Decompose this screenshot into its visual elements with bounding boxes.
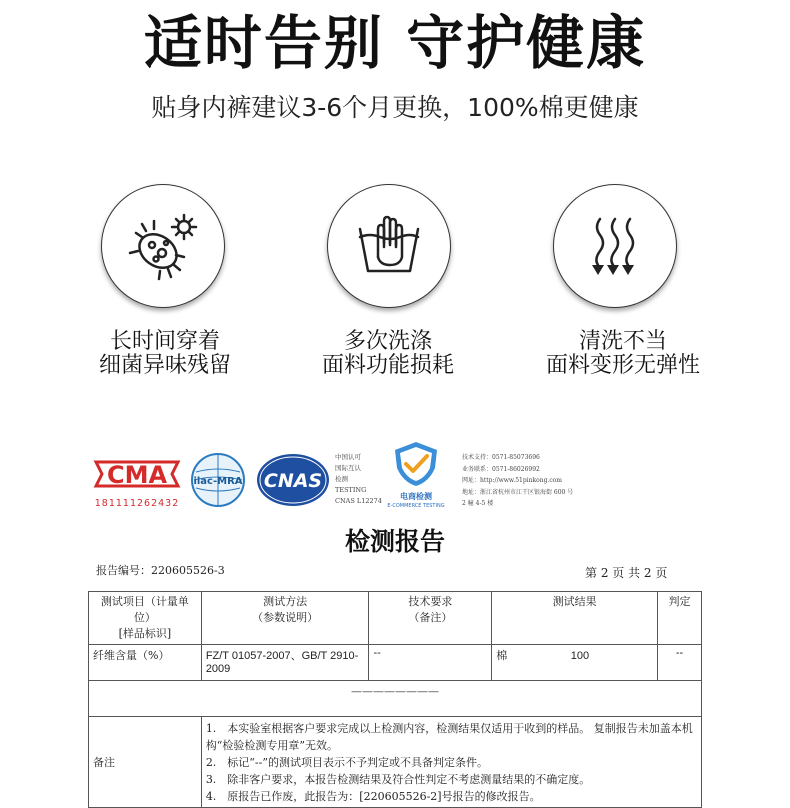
table-header-row: [89, 592, 702, 645]
report-number: 报告编号：220605526-3: [96, 564, 225, 577]
ecom-en-label: E-COMMERCE TESTING: [387, 503, 445, 509]
contact-info: [462, 452, 612, 510]
feature-caption-wash: [268, 330, 508, 378]
cnas-info-line: 国际互认: [335, 464, 361, 472]
row-method: FZ/T 01057-2007、GB/T 2910-2009: [201, 645, 369, 681]
table-notes-row: [89, 717, 702, 808]
divider-line: ————————: [89, 681, 702, 717]
row-judgement: --: [658, 645, 702, 681]
report-page: 第 2 页 共 2 页: [585, 566, 668, 580]
note-item: 3. 除非客户要求，本报告检测结果及符合性判定不考虑测量结果的不确定度。: [205, 773, 591, 786]
report-table: [88, 591, 702, 808]
cnas-info-line: 中国认可: [335, 453, 361, 461]
svg-text:CMA: CMA: [106, 461, 168, 489]
contact-line: 地址：浙江省杭州市江干区银海街 600 号: [462, 488, 574, 496]
feature-circle-wash: [327, 184, 451, 308]
feature-caption-steam: [503, 330, 743, 378]
result-value: 100: [570, 650, 590, 662]
header-item: 测试项目（计量单位） [样品标识]: [89, 592, 202, 645]
bacteria-icon: [124, 207, 202, 285]
cnas-logo: [255, 452, 331, 508]
cnas-info-line: 检测: [335, 475, 348, 483]
feature-line1: 多次洗涤: [343, 329, 432, 354]
header-judgement: 判定: [658, 592, 702, 645]
cnas-info-line: CNAS L12274: [335, 497, 382, 505]
table-divider-row: [89, 681, 702, 717]
row-requirement: --: [369, 645, 492, 681]
feature-line2: 细菌异味残留: [98, 353, 231, 378]
feature-caption-bacteria: [45, 330, 285, 378]
cnas-info-line: TESTING: [335, 486, 367, 494]
ilac-mra-logo: [190, 452, 246, 508]
result-label: 棉: [496, 649, 508, 662]
row-result: [492, 645, 658, 681]
contact-line: 技术支持：0571-85073696: [462, 454, 540, 461]
ecommerce-testing-logo: [380, 440, 452, 512]
svg-text:CNAS: CNAS: [263, 470, 323, 492]
feature-circle-bacteria: [101, 184, 225, 308]
steam-shrink-icon: [576, 207, 654, 285]
ecom-cn-label: 电商检测: [400, 492, 432, 501]
subheadline: 贴身内裤建议3-6个月更换，100%棉更健康: [151, 93, 639, 122]
hand-wash-icon: [350, 207, 428, 285]
notes-label: 备注: [89, 717, 202, 808]
note-item: 2. 标记“--”的测试项目表示不予判定或不具备判定条件。: [205, 756, 488, 769]
note-item: 1. 本实验室根据客户要求完成以上检测内容，检测结果仅适用于收到的样品。 复制报告未加盖本机构“检验检测专用章”无效。: [205, 722, 693, 752]
header-requirement: 技术要求 （备注）: [369, 592, 492, 645]
report-title: 检测报告: [344, 527, 445, 556]
contact-line: 网址：http://www.51pinkong.com: [462, 477, 562, 484]
note-item: 4. 原报告已作废，此报告为：[220605526-2]号报告的修改报告。: [205, 790, 541, 803]
cma-number: 181111262432: [94, 498, 180, 509]
feature-line2: 面料变形无弹性: [545, 353, 700, 378]
table-row: [89, 645, 702, 681]
feature-circle-steam: [553, 184, 677, 308]
header-method: 测试方法 （参数说明）: [201, 592, 369, 645]
feature-line2: 面料功能损耗: [321, 353, 454, 378]
headline: 适时告别 守护健康: [143, 9, 647, 77]
shield-check-icon: [391, 440, 441, 488]
contact-line: 2 幢 4-5 楼: [462, 500, 494, 507]
contact-line: 业务联系：0571-86026992: [462, 465, 540, 473]
feature-line1: 长时间穿着: [109, 329, 220, 354]
notes-content: [201, 717, 701, 808]
svg-text:ilac-MRA: ilac-MRA: [193, 476, 243, 487]
row-item: 纤维含量（%）: [89, 645, 202, 681]
header-result: 测试结果: [492, 592, 658, 645]
cma-logo: [92, 454, 182, 509]
feature-line1: 清洗不当: [578, 329, 667, 354]
